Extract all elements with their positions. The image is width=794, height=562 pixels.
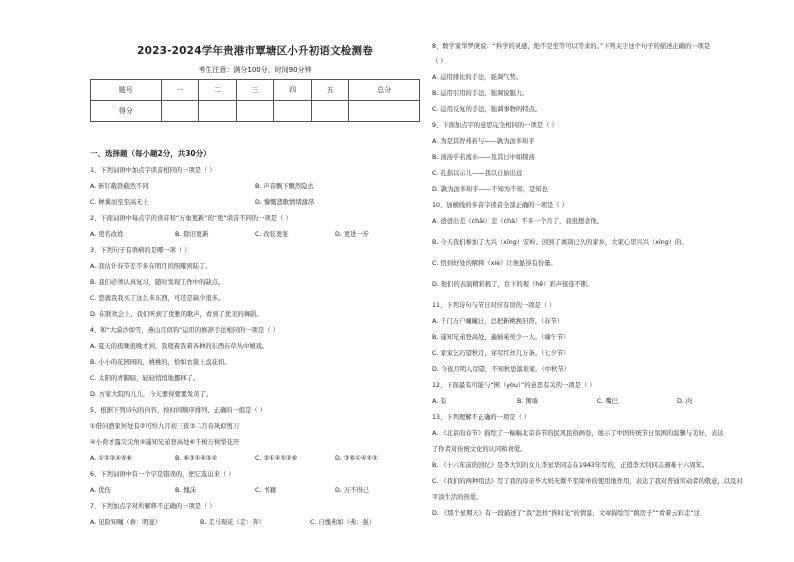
question-line: C. 您就我我买了这么多东西，可还是缺少很多。 [90, 295, 225, 302]
question-line: 4、和“大漠沙如雪，燕山月似钩”运用的修辞手法相同的一项是（ ） [90, 327, 279, 334]
question-line: C. 孔指以示儿——我以日始出远 [432, 170, 523, 177]
question-line: D. 《那个星期天》有一段描述了“我”怎样“挨时光”的情景，文章描绘写“跳房子”“看着云彩走”这 [432, 510, 700, 517]
section-heading: 一、选择题（每小题2分，共30分） [90, 149, 211, 158]
score-table-header-cell: 题号 [91, 80, 162, 101]
question-line: 1、下列词语中加点字读音相同的一项是（ ） [90, 167, 216, 174]
question-line: C. 自愧弗如（弗：强） [310, 519, 376, 526]
question-line: B. 愧沫 [175, 487, 196, 494]
score-cell[interactable] [199, 101, 237, 122]
question-line: B. 除旧更新 [175, 231, 209, 238]
question-line: A. 见险知嘱（眷：明显） [90, 519, 162, 526]
question-line: D. 万不得已 [335, 487, 370, 494]
exam-notice: 考生注意：满分100分，时间90分钟 [198, 66, 312, 74]
score-table-score-row [91, 101, 420, 122]
question-line: C. 恰到好处的解释（xiè）让他显得有份量。 [432, 260, 557, 267]
question-line: D. 慷慨悲歌情绪激昂 [255, 199, 315, 206]
question-line: B. 《十六年前的回忆》是李大钊的女儿李星华同志在1943年写的，正值李大钊同志遇难十六周年。 [432, 462, 709, 469]
question-line: A. 优伤 [90, 487, 111, 494]
score-table [90, 79, 420, 122]
question-line: 13、下列理解不正确的一项是（ ） [432, 414, 531, 421]
score-table-header-cell: 总分 [349, 80, 420, 101]
question-line: D. 更进一步 [335, 231, 370, 238]
question-line: A. 我估计春节差不多在明月的照耀到陆了。 [90, 263, 212, 270]
score-table-row-label: 得分 [91, 101, 162, 122]
question-line: B. 今天我们参加了大兴（xīng）安岭。回到了离别已久的家乡，大家心里兴兴（xìng）的。 [432, 239, 688, 246]
question-line: C. 太阳的青脚暗，轻轻悄悄地挪移了。 [90, 375, 200, 382]
question-line: 平淡生活的热爱。 [432, 494, 483, 501]
score-table-header-row [91, 80, 420, 101]
question-line: ①借问酒家何处有②可怜九月初三夜③二月春风似剪刀 [90, 423, 240, 430]
question-line: D. ③⑥①④②⑤ [335, 455, 378, 462]
question-line: C. 蝉翼而至至高无上 [90, 199, 149, 206]
score-cell[interactable] [236, 101, 274, 122]
question-line: A. 为是其智弗若与——孰为汝多知乎 [432, 138, 535, 145]
question-line: A. 夏天的夜晚很晚才到，我爬着我着各种的东西在草丛中嬉戏。 [90, 343, 269, 350]
question-line: 9、下面加点字的意思完全相同的一项是（ ） [432, 122, 558, 129]
question-line: D. 肉 [677, 398, 693, 405]
question-line: A. 爸爸出差（chāi）差（chà）不多一个月了，我很想念他。 [432, 218, 604, 225]
question-line: C. 《我们的两种用法》写了我的母亲毕大妈无微不至简单的使用地作用，表达了我对普通劳动者的敬意，以及对 [432, 478, 743, 485]
question-line: B. 围墙 [517, 398, 538, 405]
question-line: 7、下列加点字对所解释不正确的一项是（ ） [90, 503, 216, 510]
question-line: C. ③①④⑤②⑥ [255, 455, 298, 462]
question-line: 10、加横线的多音字读音全部正确的一项是（ ） [432, 202, 568, 209]
question-line: B. 我们必须认真复习，随时发现工作中的缺点。 [90, 279, 225, 286]
question-line: C. 改弦更张 [255, 231, 289, 238]
question-line: A. 运用排比的手法，强调气势。 [432, 74, 523, 81]
question-line: A. 千门万户曈曈日，总把新桃换旧符。（春节） [432, 318, 563, 325]
question-line: B. 走马观花（走：奔） [200, 519, 265, 526]
score-table-header-cell: 五 [311, 80, 349, 101]
score-cell[interactable] [161, 101, 199, 122]
score-cell[interactable] [311, 101, 349, 122]
question-line: B. 声音飘下飘然隐去 [255, 183, 314, 190]
question-line: 了作者对传统文化的认同和喜爱。 [432, 446, 527, 453]
score-table-header-cell: 四 [274, 80, 312, 101]
question-line: B. 运用引用的手法，强调说服力。 [432, 90, 529, 97]
question-line: 5、根据下列诗句的内容，按时间顺序排列，正确的一组是（ ） [90, 407, 267, 414]
score-table-header-cell: 一 [161, 80, 199, 101]
question-line: A. 有 [432, 398, 447, 405]
question-line: B. 小小的花园园的，桃桃的，恰如衣裳上盘花扣。 [90, 359, 231, 366]
question-line: D. 在联欢会上，我们听到了优雅的歌声，看到了优美的舞蹈。 [90, 311, 263, 318]
question-line: A. 更名改姓 [90, 231, 124, 238]
question-line: 12、下面最有可能与“囿（yòu）”的意思有关的一项是（ ） [432, 382, 596, 389]
score-cell[interactable] [349, 101, 420, 122]
question-line: C. 运用反复的手法，强调事物的特点。 [432, 106, 542, 113]
question-line: ④小荷才露尖尖角⑤遥知兄弟登高处⑥千树万树梨花开 [90, 439, 240, 446]
question-line: D. 方家大院的儿儿，今天要得要要发黄了。 [90, 391, 213, 398]
score-table-header-cell: 三 [236, 80, 274, 101]
question-line: 2、下面词语中每点字的读音和“万象更新”的“更”读音不同的一项是（ ） [90, 215, 292, 222]
question-line: B. ⑥③①④⑤② [175, 455, 218, 462]
question-line: C. 书籍 [255, 487, 276, 494]
score-cell[interactable] [274, 101, 312, 122]
question-line: 11、下列诗句与节日对应有误的一项是（ ） [432, 302, 556, 309]
question-line: D. 他们的表演精彩极了，台下的观（hē）彩声接连不断。 [432, 281, 594, 288]
question-line: C. 家家乞巧望秋月，穿尽红丝几万条。（七夕节） [432, 350, 570, 357]
exam-title: 2023-2024学年贵港市覃塘区小升初语文检测卷 [137, 45, 373, 57]
question-line: A. ①②③④⑤⑥ [90, 455, 133, 462]
question-line: （ ） [432, 58, 447, 65]
score-table-header-cell: 二 [199, 80, 237, 101]
question-line: A. 斩钉截铁截然不同 [90, 183, 149, 190]
question-line: 8、数学家华罗庚说：“科学的灵感，绝不是坐等可以等来的。”下列关于这个句子的描述正确的一项是 [432, 43, 711, 50]
question-line: B. 汤汤乎若流水——及其日中如探汤 [432, 154, 535, 161]
question-line: D. 今夜月明人尽望，不知秋思落谁家。（中秋节） [432, 366, 570, 373]
question-line: B. 遥知兄弟登高处，遍插茱萸少一人。（端午节） [432, 334, 570, 341]
question-line: C. 嘴巴 [597, 398, 618, 405]
question-line: A. 《北京的春节》描绘了一幅幅北京春节的民风民俗画卷，展示了中国传统节日氛围的温馨与美好，表达 [432, 430, 724, 437]
question-line: D. 孰为汝多知乎——不知为不知，是知也 [432, 186, 548, 193]
question-line: 6、下列词语中有一个字是错误的，把它选出来（ ） [90, 471, 235, 478]
question-line: 3、下列句子有语病的是哪一项（ ） [90, 247, 191, 254]
